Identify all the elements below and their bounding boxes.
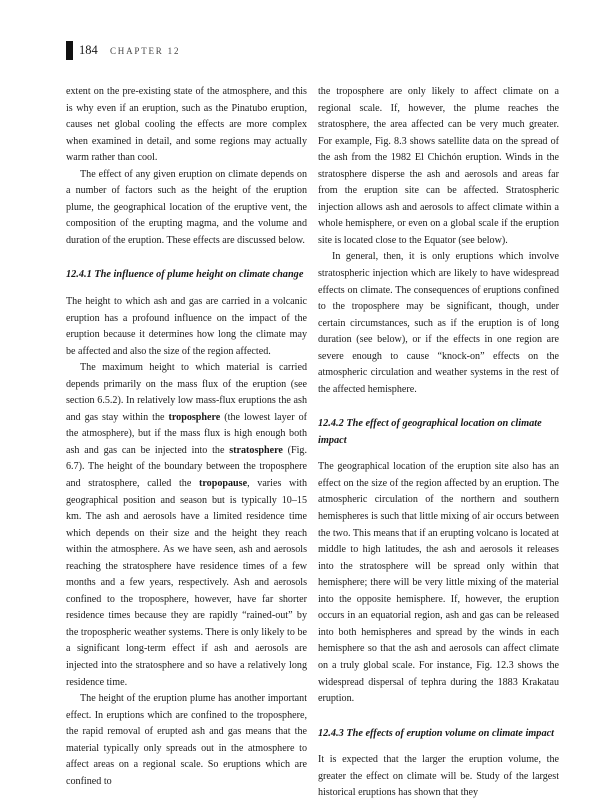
- right-column: [318, 84, 559, 802]
- paragraph: The height to which ash and gas are carried in a volcanic eruption has a profound influence on the impact of the eruption because it determines how long the climate may be affected and also the size of the region affected.: [66, 295, 307, 357]
- section-heading-12-4-2: 12.4.2 The effect of geographical location on climate impact: [318, 418, 542, 446]
- paragraph: The maximum height to which material is carried depends primarily on the mass flux of the eruption (see section 6.5.2). In relatively low mass-flux eruptions the ash and gas stay within the troposphere (the lowest layer of the atmosphere), but if the mass flux is high enough both ash and gas can be injected into the stratosphere (Fig. 6.7). The height of the boundary between the troposphere and stratosphere, called the tropopause, varies with geographical position and season but is typically 10–15 km. The ash and aerosols have a limited residence time which depends on their size and the height they reach within the atmosphere. As we have seen, ash and aerosols reaching the stratosphere have residence times of a few months and a few years, respectively. Ash and aerosols confined to the troposphere, however, have far shorter residence times because they are rapidly “rained-out” by the tropospheric weather systems. There is only likely to be a significant long-term effect if ash and aerosols are injected into the stratosphere and so have a relatively long residence time.: [66, 362, 308, 688]
- paragraph: The height of the eruption plume has another important effect. In eruptions which are confined to the troposphere, the rapid removal of erupted ash and gas means that the material typically only spreads out in the atmosphere to affect areas on a regional scale. So eruptions which are confined to: [66, 693, 307, 787]
- header-bar: [66, 41, 73, 60]
- paragraph: The geographical location of the eruption site also has an effect on the size of the region affected by an eruption. The atmospheric circulation of the northern and southern hemispheres is such that little mixing of air occurs between the two. This means that if an erupting volcano is located at middle to high latitudes, the ash and aerosols it releases into the stratosphere will be spread only within that hemisphere; there will be very little mixing of the material into the opposite hemisphere. If, however, the eruption occurs in an equatorial region, ash and gas can be released into both hemispheres and spread by the winds in each hemisphere so that the ash and aerosols can affect climate on a truly global scale. For instance, Fig. 12.3 shows the widespread dispersal of tephra during the 1883 Krakatau eruption.: [318, 461, 559, 705]
- section-heading-12-4-1: 12.4.1 The influence of plume height on climate change: [66, 269, 304, 281]
- term-stratosphere: stratosphere: [229, 444, 283, 456]
- paragraph: In general, then, it is only eruptions which involve stratospheric injection which are likely to have widespread effects on climate. The consequences of eruptions confined to the troposphere may be significant, though, under certain circumstances, such as if the eruption is of long duration (see below), or if the effects in one region are severe enough to cause “knock-on” effects on the atmospheric circulation and weather systems in the rest of the affected hemisphere.: [318, 251, 559, 395]
- term-troposphere: troposphere: [168, 411, 221, 423]
- section-heading-12-4-3: 12.4.3 The effects of eruption volume on climate impact: [318, 727, 555, 739]
- chapter-label: CHAPTER 12: [110, 46, 181, 56]
- left-column: [66, 84, 307, 790]
- paragraph: extent on the pre-existing state of the atmosphere, and this is why even if an eruption, such as the Pinatubo eruption, causes net global cooling the effects are more complex when examined in detail, and some regions may actually warm rather than cool.: [66, 86, 307, 164]
- paragraph: the troposphere are only likely to affect climate on a regional scale. If, however, the plume reaches the stratosphere, the area affected can be very much greater. For example, Fig. 8.3 shows satellite data on the spread of the ash from the 1982 El Chichón eruption. Winds in the stratosphere disperse the ash and aerosols and areas far from the eruption site can be affected. Stratospheric injection allows ash and aerosols to affect climate within a whole hemisphere, or even on a global scale if the eruption site is located close to the Equator (see below).: [318, 86, 559, 246]
- paragraph: It is expected that the larger the eruption volume, the greater the effect on climate will be. Study of the largest historical eruptions has shown that they: [318, 754, 559, 799]
- page-number: 184: [79, 43, 98, 57]
- term-tropopause: tropopause: [199, 477, 248, 489]
- paragraph: The effect of any given eruption on climate depends on a number of factors such as the height of the eruption plume, the geographical location of the eruptive vent, the composition of the erupting magma, and the volume and duration of the eruption. These effects are discussed below.: [66, 168, 307, 246]
